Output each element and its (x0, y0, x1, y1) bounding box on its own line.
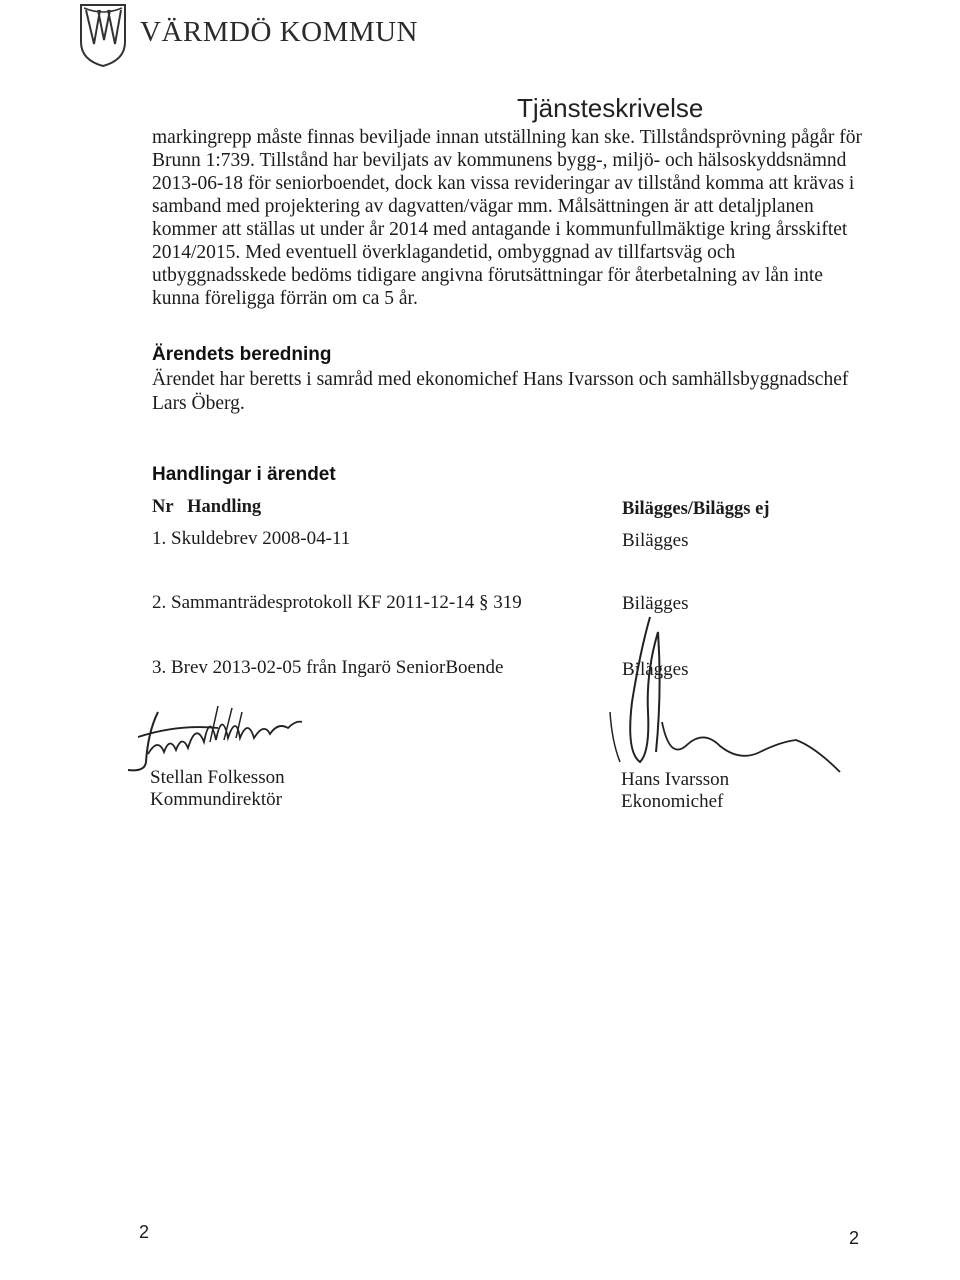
signer-title: Ekonomichef (621, 791, 724, 812)
signature-hans-ivarsson (600, 612, 850, 787)
signer-title: Kommundirektör (150, 789, 282, 810)
paragraph-line: markingrepp måste finnas beviljade innan utställning kan ske. Tillståndsprövning pågår för (152, 127, 862, 148)
signer-name: Stellan Folkesson (150, 767, 285, 788)
municipal-coat-of-arms-icon (78, 2, 128, 68)
paragraph-line: Ärendet har beretts i samråd med ekonomichef Hans Ivarsson och samhällsbyggnadschef (152, 369, 849, 390)
paragraph-line: kommer att ställas ut under år 2014 med antagande i kommunfullmäktige kring årsskiftet (152, 219, 848, 240)
page-number-right: 2 (849, 1228, 860, 1248)
handlingar-heading: Handlingar i ärendet (152, 464, 336, 485)
page-number-left: 2 (139, 1222, 150, 1242)
document-title: Tjänsteskrivelse (517, 93, 704, 123)
table-row-status: Bilägges (622, 530, 689, 551)
signature-block-left (150, 767, 285, 811)
beredning-text (152, 368, 848, 416)
paragraph-line: samband med projektering av dagvatten/vägar mm. Målsättningen är att detaljplanen (152, 196, 814, 217)
table-row-item: 3. Brev 2013-02-05 från Ingarö SeniorBoende (152, 657, 504, 678)
table-row-item: 1. Skuldebrev 2008-04-11 (152, 528, 351, 549)
paragraph-line: Lars Öberg. (152, 393, 245, 414)
column-header-nr-handling: Nr Handling (152, 497, 262, 517)
table-row-status: Bilägges (622, 659, 689, 680)
column-header-bilagges: Bilägges/Biläggs ej (622, 499, 770, 519)
table-row-item: 2. Sammanträdesprotokoll KF 2011-12-14 § 319 (152, 592, 522, 613)
paragraph-line: 2014/2015. Med eventuell överklagandetid, ombyggnad av tillfartsväg och (152, 242, 736, 263)
paragraph-line: Brunn 1:739. Tillstånd har beviljats av kommunens bygg-, miljö- och hälsoskyddsnämnd (152, 150, 847, 171)
intro-paragraph (152, 126, 862, 310)
beredning-heading: Ärendets beredning (152, 344, 332, 365)
paragraph-line: utbyggnadsskede bedöms tidigare angivna förutsättningar för återbetalning av lån inte (152, 265, 823, 286)
paragraph-line: kunna föreligga förrän om ca 5 år. (152, 288, 418, 309)
paragraph-line: 2013-06-18 för seniorboendet, dock kan vissa revideringar av tillstånd komma att krävas i (152, 173, 855, 194)
signer-name: Hans Ivarsson (621, 769, 730, 790)
org-name: VÄRMDÖ KOMMUN (140, 16, 418, 48)
table-row-status: Bilägges (622, 593, 689, 614)
signature-block-right (621, 769, 729, 813)
